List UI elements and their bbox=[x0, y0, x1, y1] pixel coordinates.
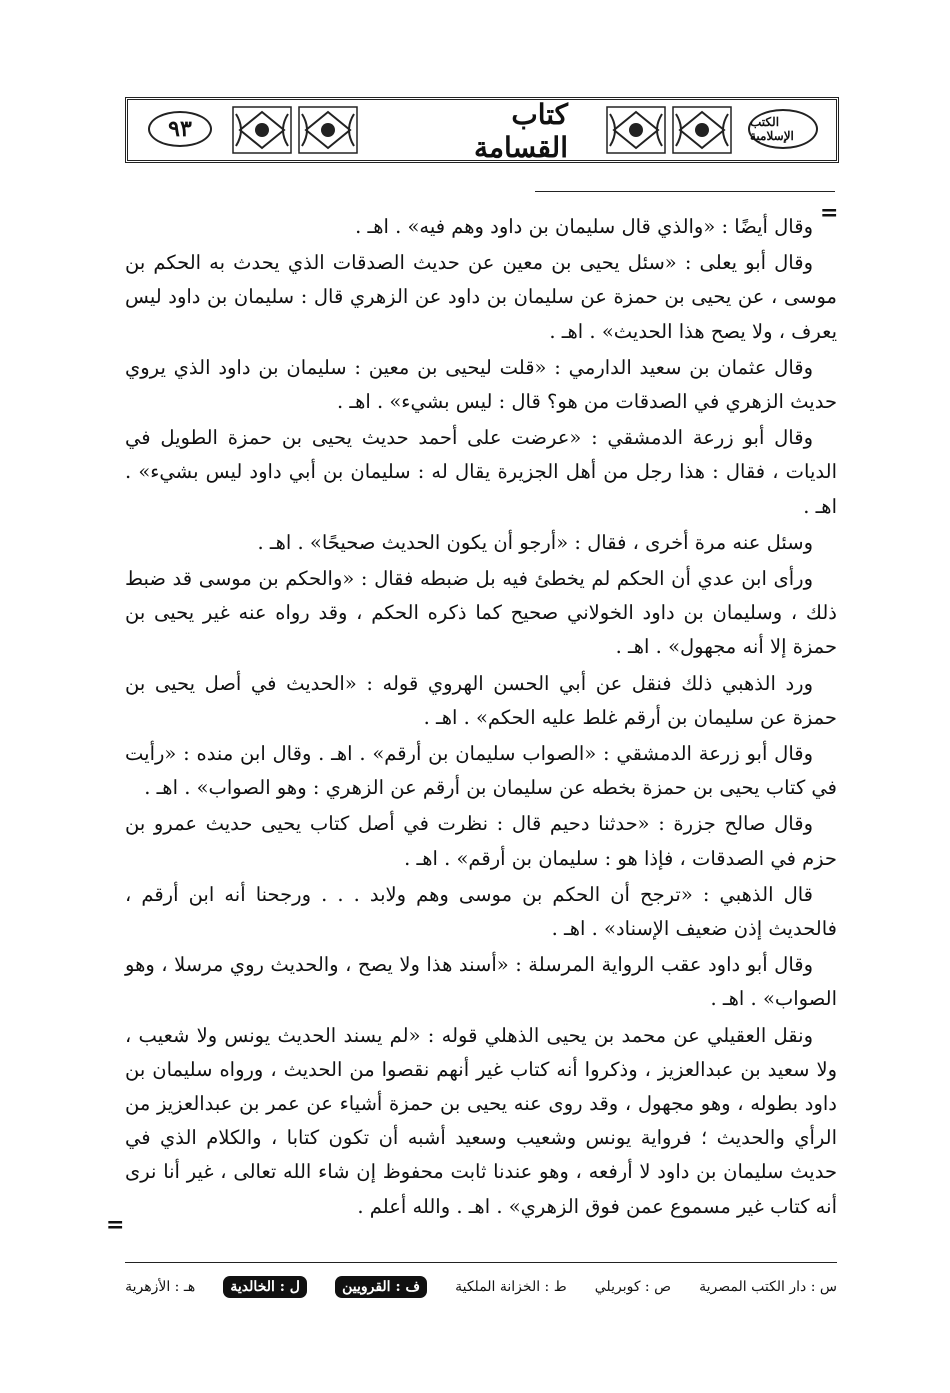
paragraph: وقال صالح جزرة : «حدثنا دحيم قال : نظرت في أصل كتاب يحيى حديث عمرو بن حزم في الصدقات ، فإذا هو : سليمان بن أرقم» . اهـ . bbox=[125, 812, 837, 870]
paragraph: ونقل العقيلي عن محمد بن يحيى الذهلي قوله : «لم يسند الحديث يونس ولا شعيب ، ولا سعيد بن عبدالعزيز ، وذكروا أنه كتاب غير أنهم نقصوا من الحديث ، ورواه سليمان بن داود بطوله ، وهو مجهول ، وقد روى عنه يحيى بن حمزة أشياء عن عمر بن عبدالعزيز من الرأي والحديث ؛ فرواية يونس وشعيب وسعيد أشبه أن تكون كتابا ، والكلام الذي في حديث سليمان بن داود لا أرفعه ، وهو عندنا ثابت محفوظ إن شاء الله تعالى ، غير أنا نرى أنه كتاب غير مسموع عمن فوق الزهري» . اهـ . والله أعلم . bbox=[125, 1023, 837, 1218]
page-number-ornament bbox=[134, 106, 226, 154]
legend-l-badge: ل : الخالدية bbox=[223, 1276, 307, 1298]
legend-sad: ص : كوبريلي bbox=[594, 1279, 672, 1295]
manuscript-legend bbox=[125, 1270, 837, 1304]
paragraph: وقال أبو يعلى : «سئل يحيى بن معين عن حديث الصدقات الذي يحدث به الحكم بن موسى ، عن يحيى بن حمزة عن سليمان بن داود عن الزهري قال : سليمان بن داود ليس يعرف ، ولا يصح هذا الحديث» . اهـ . bbox=[125, 251, 837, 343]
margin-mark-bottom: = bbox=[106, 1212, 125, 1238]
legend-t: ط : الخزانة الملكية bbox=[455, 1279, 567, 1295]
paragraph: وقال أبو زرعة الدمشقي : «الصواب سليمان بن أرقم» . اهـ . وقال ابن منده : «رأيت في كتاب يحيى بن حمزة بخطه عن سليمان بن أرقم عن الزهري : وهو الصواب» . اهـ . bbox=[125, 742, 837, 800]
decorative-ornament-left bbox=[232, 106, 292, 154]
bottom-divider bbox=[125, 1262, 837, 1263]
paragraph: وقال أبو داود عقب الرواية المرسلة : «أسند هذا ولا يصح ، والحديث روي مرسلا ، وهو الصواب» . اهـ . bbox=[125, 953, 837, 1011]
paragraph: وقال أبو زرعة الدمشقي : «عرضت على أحمد حديث يحيى بن حمزة الطويل في الديات ، فقال : هذا رجل من أهل الجزيرة يقال له : سليمان بن أبي داود ليس بشيء» . اهـ . bbox=[125, 426, 837, 518]
paragraph: وقال أيضًا : «والذي قال سليمان بن داود وهم فيه» . اهـ . bbox=[355, 215, 813, 238]
page-number: ٩٣ bbox=[148, 111, 212, 147]
margin-mark-top: = bbox=[820, 200, 839, 226]
chapter-title: كتاب القسامة bbox=[474, 98, 568, 164]
decorative-ornament-right-inner bbox=[606, 106, 666, 154]
paragraph: قال الذهبي : «ترجح أن الحكم بن موسى وهم ولابد . . . ورجحنا أنه ابن أرقم ، فالحديث إذن ضعيف الإسناد» . اهـ . bbox=[125, 882, 837, 941]
top-divider bbox=[535, 191, 835, 192]
page-body bbox=[125, 210, 837, 1226]
decorative-ornament-right bbox=[672, 106, 732, 154]
legend-s: س : دار الكتب المصرية bbox=[699, 1279, 837, 1295]
publisher-logo-text: الكتب الإسلامية bbox=[748, 109, 818, 149]
decorative-ornament-left-inner bbox=[298, 106, 358, 154]
paragraph: وسئل عنه مرة أخرى ، فقال : «أرجو أن يكون الحديث صحيحًا» . اهـ . bbox=[257, 530, 813, 554]
legend-f-badge: ف : القرويين bbox=[335, 1276, 427, 1298]
paragraph: ورأى ابن عدي أن الحكم لم يخطئ فيه بل ضبطه فقال : «والحكم بن موسى قد ضبط ذلك ، وسليمان بن داود الخولاني صحيح كما ذكره الحكم ، وقد رواه عنه غير يحيى بن حمزة إلا أنه مجهول» . اهـ . bbox=[125, 567, 837, 659]
publisher-logo bbox=[738, 106, 830, 154]
paragraph: وقال عثمان بن سعيد الدارمي : «قلت ليحيى بن معين : سليمان بن داود الذي يروي حديث الزهري في الصدقات من هو؟ قال : ليس بشيء» . اهـ . bbox=[125, 355, 837, 414]
page-header bbox=[125, 97, 839, 163]
legend-h: هـ : الأزهرية bbox=[125, 1279, 196, 1295]
paragraph: ورد الذهبي ذلك فنقل عن أبي الحسن الهروي قوله : «الحديث في أصل يحيى بن حمزة عن سليمان بن أرقم غلط عليه الحكم» . اهـ . bbox=[125, 671, 837, 729]
